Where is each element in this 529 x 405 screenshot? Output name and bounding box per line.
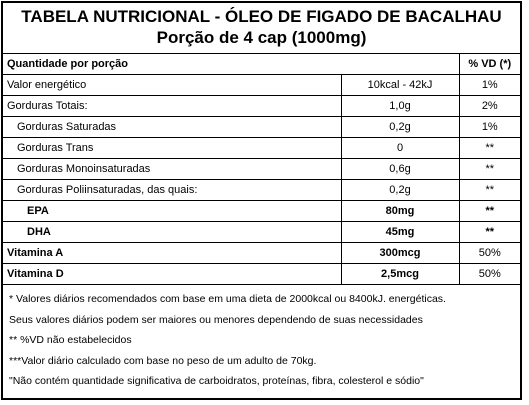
nutrient-vd: 50% [459, 243, 520, 264]
nutrient-name: Gorduras Trans [3, 138, 341, 159]
vd-header: % VD (*) [459, 54, 520, 75]
row-polyunsaturated-fat [3, 180, 520, 201]
nutrient-name: Gorduras Poliinsaturadas, das quais: [3, 180, 341, 201]
nutrient-value: 10kcal - 42kJ [341, 75, 459, 96]
nutrient-name: Valor energético [3, 75, 341, 96]
row-epa [3, 201, 520, 222]
row-total-fat [3, 96, 520, 117]
nutrient-vd: 1% [459, 75, 520, 96]
nutrient-vd: ** [459, 222, 520, 243]
nutrient-name: EPA [3, 201, 341, 222]
row-saturated-fat [3, 117, 520, 138]
nutrient-value: 300mcg [341, 243, 459, 264]
nutrient-name: Vitamina D [3, 264, 341, 285]
nutrient-vd: 2% [459, 96, 520, 117]
footnote-vd-not-established: ** %VD não estabelecidos [9, 334, 132, 346]
nutrient-name: Gorduras Monoinsaturadas [3, 159, 341, 180]
nutrient-value: 2,5mcg [341, 264, 459, 285]
nutrient-value: 45mg [341, 222, 459, 243]
nutrient-vd: ** [459, 201, 520, 222]
row-monounsaturated-fat [3, 159, 520, 180]
portion-header: Quantidade por porção [3, 54, 459, 75]
nutrient-name: Gorduras Totais: [3, 96, 341, 117]
footnote-adult-weight: ***Valor diário calculado com base no peso de um adulto de 70kg. [9, 354, 317, 367]
nutrient-vd: ** [459, 180, 520, 201]
nutrient-name: DHA [3, 222, 341, 243]
row-vitamin-d [3, 264, 520, 285]
nutrient-value: 80mg [341, 201, 459, 222]
row-energy [3, 75, 520, 96]
footnotes [3, 285, 520, 392]
row-vitamin-a [3, 243, 520, 264]
nutrient-value: 0,2g [341, 180, 459, 201]
nutrient-name: Gorduras Saturadas [3, 117, 341, 138]
nutrient-vd: 1% [459, 117, 520, 138]
row-dha [3, 222, 520, 243]
header-row [3, 54, 520, 75]
nutrient-vd: ** [459, 138, 520, 159]
nutrient-value: 0 [341, 138, 459, 159]
footnote-individual-needs: Seus valores diários podem ser maiores ou menores dependendo de suas necessidades [9, 313, 423, 326]
nutrient-name: Vitamina A [3, 243, 341, 264]
footnote-daily-values: * Valores diários recomendados com base em uma dieta de 2000kcal ou 8400kJ. energéticas. [9, 293, 446, 305]
nutrient-vd: 50% [459, 264, 520, 285]
nutrient-value: 0,2g [341, 117, 459, 138]
table-title [3, 3, 520, 54]
nutrient-vd: ** [459, 159, 520, 180]
footnote-not-significant: "Não contém quantidade significativa de carboidratos, proteínas, fibra, colesterol e sódio" [9, 375, 424, 387]
nutrition-facts-panel [1, 1, 522, 400]
title-line-product: TABELA NUTRICIONAL - ÓLEO DE FIGADO DE BACALHAU [21, 7, 502, 26]
nutrient-value: 0,6g [341, 159, 459, 180]
nutrient-value: 1,0g [341, 96, 459, 117]
title-line-portion: Porção de 4 cap (1000mg) [156, 28, 367, 47]
nutrition-table [3, 54, 520, 285]
row-trans-fat [3, 138, 520, 159]
